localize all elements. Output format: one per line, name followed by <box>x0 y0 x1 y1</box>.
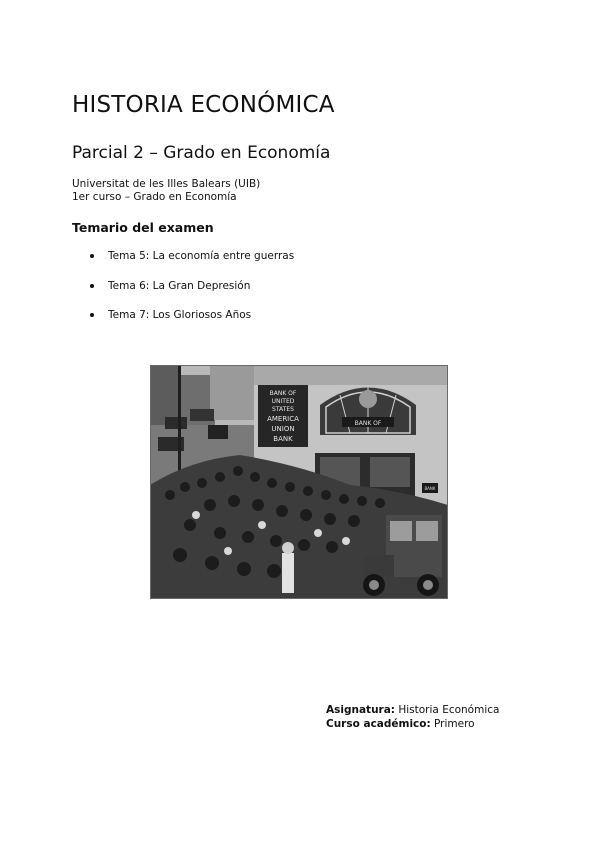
institution-line: Universitat de les Illes Balears (UIB) <box>72 178 261 190</box>
topic-label: Tema 6: La Gran Depresión <box>108 279 251 292</box>
facade-sign: BANK OF <box>354 420 382 427</box>
topic-item <box>90 248 294 278</box>
topic-item <box>90 307 294 337</box>
topic-label: Tema 7: Los Gloriosos Años <box>108 309 252 321</box>
topic-item <box>90 278 294 308</box>
sign-line: BANK <box>273 435 293 443</box>
topic-label: Tema 5: La economía entre guerras <box>108 250 295 262</box>
page-subtitle: Parcial 2 – Grado en Economía <box>72 143 331 163</box>
page-title: HISTORIA ECONÓMICA <box>72 92 335 118</box>
topic-list <box>90 248 294 337</box>
year-line <box>326 718 475 730</box>
syllabus-heading: Temario del examen <box>72 220 214 235</box>
bullet-icon <box>90 254 94 258</box>
sign-line: AMERICA <box>267 415 299 423</box>
year-label: Curso académico: <box>326 718 431 730</box>
sign-line: BANK OF <box>269 390 297 397</box>
bank-run-photo <box>150 365 448 599</box>
small-sign: BANK <box>424 486 436 491</box>
sign-line: UNION <box>271 425 295 433</box>
subject-value: Historia Económica <box>398 704 500 716</box>
sign-line: UNITED <box>271 398 295 405</box>
subject-label: Asignatura: <box>326 704 396 716</box>
sign-line: STATES <box>272 406 294 413</box>
bullet-icon <box>90 284 94 288</box>
course-line: 1er curso – Grado en Economía <box>72 191 237 203</box>
year-value: Primero <box>434 718 475 730</box>
bullet-icon <box>90 313 94 317</box>
subject-line <box>326 704 499 716</box>
